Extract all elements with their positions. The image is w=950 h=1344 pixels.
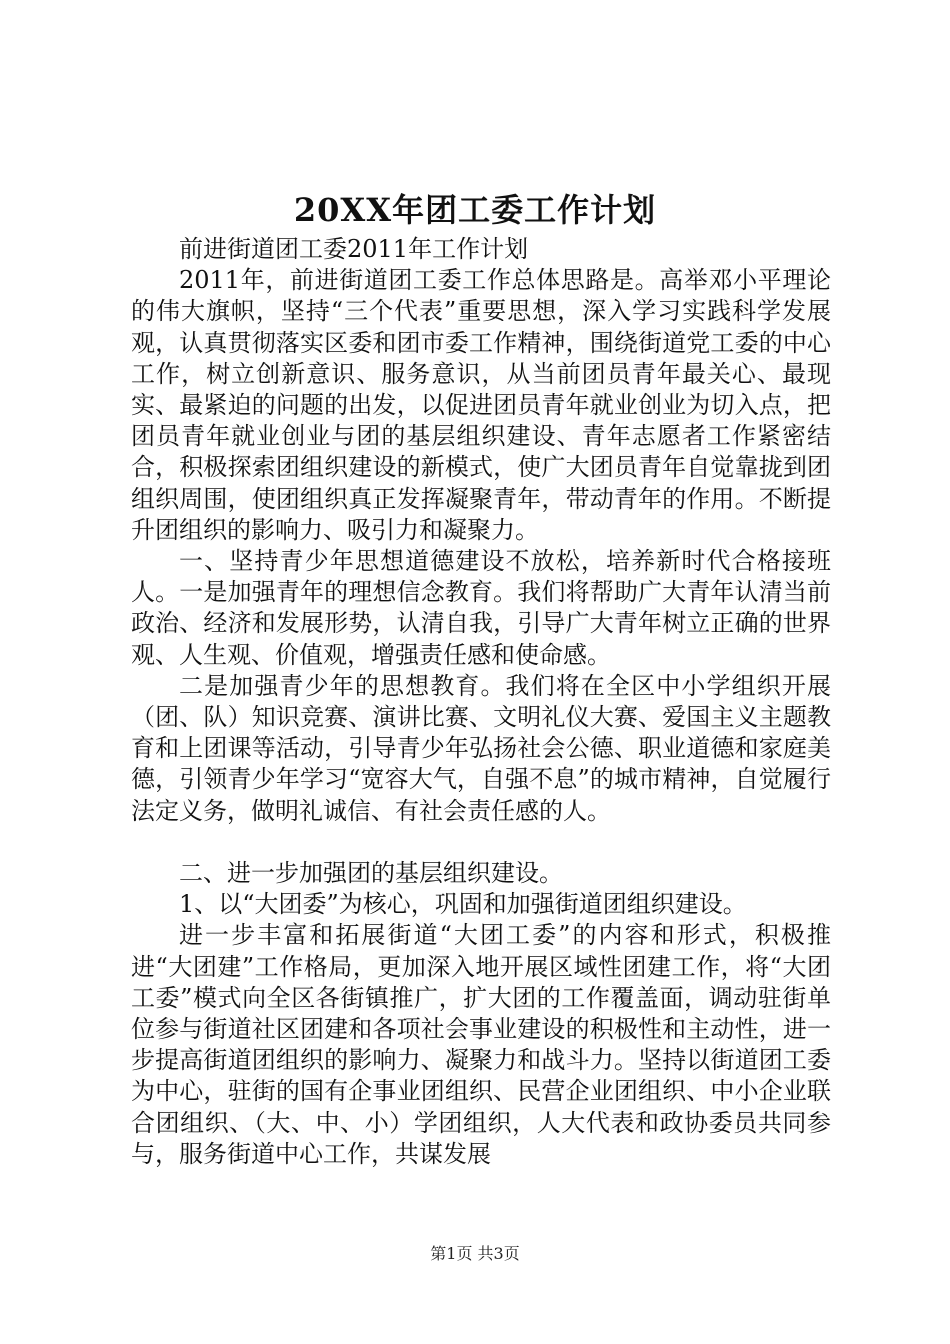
document-body xyxy=(131,234,831,1170)
paragraph-subtitle: 前进街道团工委2011年工作计划 xyxy=(179,235,529,263)
blank-line xyxy=(131,827,831,858)
paragraph-overview: 2011年，前进街道团工委工作总体思路是。高举邓小平理论的伟大旗帜，坚持“三个代表”重要思想，深入学习实践科学发展观，认真贯彻落实区委和团市委工作精神，围绕街道党工委的中心工作，树立创新意识、服务意识，从当前团员青年最关心、最现实、最紧迫的问题的出发，以促进团员青年就业创业为切入点，把团员青年就业创业与团的基层组织建设、青年志愿者工作紧密结合，积极探索团组织建设的新模式，使广大团员青年自觉靠拢到团组织周围，使团组织真正发挥凝聚青年，带动青年的作用。不断提升团组织的影响力、吸引力和凝聚力。 xyxy=(131,266,831,544)
paragraph-section-2-item-1: 1、以“大团委”为核心，巩固和加强街道团组织建设。 xyxy=(179,890,747,919)
paragraph-section-2-item-1-body: 进一步丰富和拓展街道“大团工委”的内容和形式，积极推进“大团建”工作格局，更加深入地开展区域性团建工作，将“大团工委”模式向全区各街镇推广，扩大团的工作覆盖面，调动驻街单位参与街道社区团建和各项社会事业建设的积极性和主动性，进一步提高街道团组织的影响力、凝聚力和战斗力。坚持以街道团工委为中心，驻街的国有企事业团组织、民营企业团组织、中小企业联合团组织、（大、中、小）学团组织，人大代表和政协委员共同参与，服务街道中心工作，共谋发展 xyxy=(131,921,831,1168)
paragraph-section-1: 一、坚持青少年思想道德建设不放松，培养新时代合格接班人。一是加强青年的理想信念教育。我们将帮助广大青年认清当前政治、经济和发展形势，认清自我，引导广大青年树立正确的世界观、人生观、价值观，增强责任感和使命感。 xyxy=(131,547,831,669)
document-title: 20XX年团工委工作计划 xyxy=(293,191,657,229)
page-footer: 第1页 共3页 xyxy=(430,1244,520,1263)
paragraph-section-1-part-2: 二是加强青少年的思想教育。我们将在全区中小学组织开展（团、队）知识竞赛、演讲比赛、文明礼仪大赛、爱国主义主题教育和上团课等活动，引导青少年弘扬社会公德、职业道德和家庭美德，引领青少年学习“宽容大气，自强不息”的城市精神，自觉履行法定义务，做明礼诚信、有社会责任感的人。 xyxy=(131,671,831,825)
paragraph-section-2-heading: 二、进一步加强团的基层组织建设。 xyxy=(179,859,563,888)
